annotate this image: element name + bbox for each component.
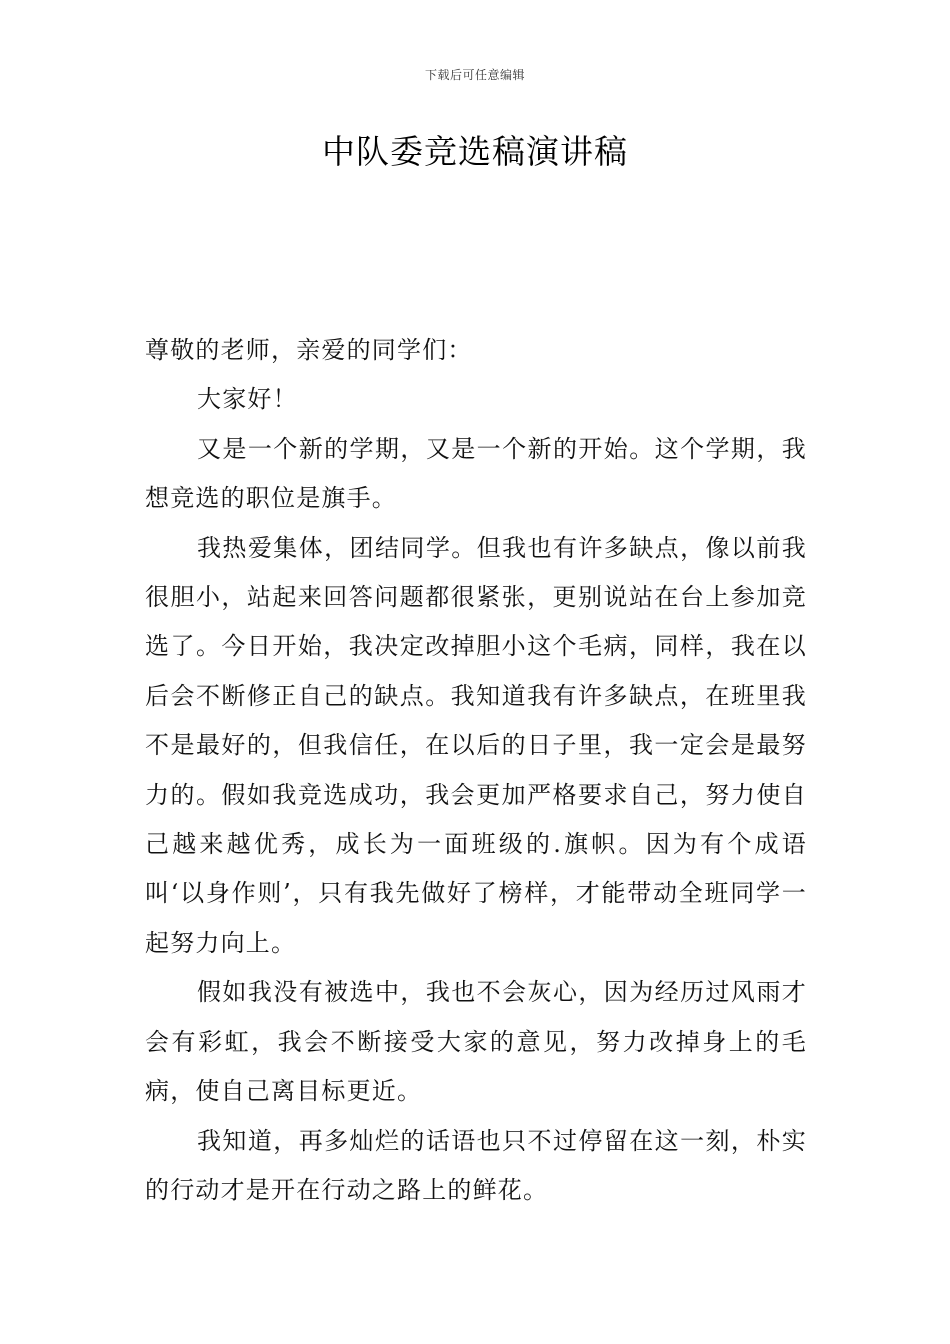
- paragraph-if-not-selected: 假如我没有被选中，我也不会灰心，因为经历过风雨才会有彩虹，我会不断接受大家的意见，努力改掉身上的毛病，使自己离目标更近。: [145, 978, 807, 1106]
- paragraph-self-description: 我热爱集体，团结同学。但我也有许多缺点，像以前我很胆小，站起来回答问题都很紧张，更别说站在台上参加竞选了。今日开始，我决定改掉胆小这个毛病，同样，我在以后会不断修正自己的缺点。我知道我有许多缺点，在班里我不是最好的，但我信任，在以后的日子里，我一定会是最努力的。假如我竞选成功，我会更加严格要求自己，努力使自己越来越优秀，成长为一面班级的.旗帜。因为有个成语叫‘以身作则’，只有我先做好了榜样，才能带动全班同学一起努力向上。: [145, 533, 807, 957]
- paragraph-closing: 我知道，再多灿烂的话语也只不过停留在这一刻，朴实的行动才是开在行动之路上的鲜花。: [145, 1126, 807, 1204]
- document-title: 中队委竞选稿演讲稿: [322, 132, 628, 171]
- paragraph-greeting: 大家好！: [197, 385, 298, 414]
- document-body: [145, 326, 807, 1215]
- header-note: 下载后可任意编辑: [424, 68, 525, 82]
- paragraph-intro: 又是一个新的学期，又是一个新的开始。这个学期，我想竞选的职位是旗手。: [145, 434, 807, 513]
- salutation: 尊敬的老师，亲爱的同学们：: [145, 336, 473, 364]
